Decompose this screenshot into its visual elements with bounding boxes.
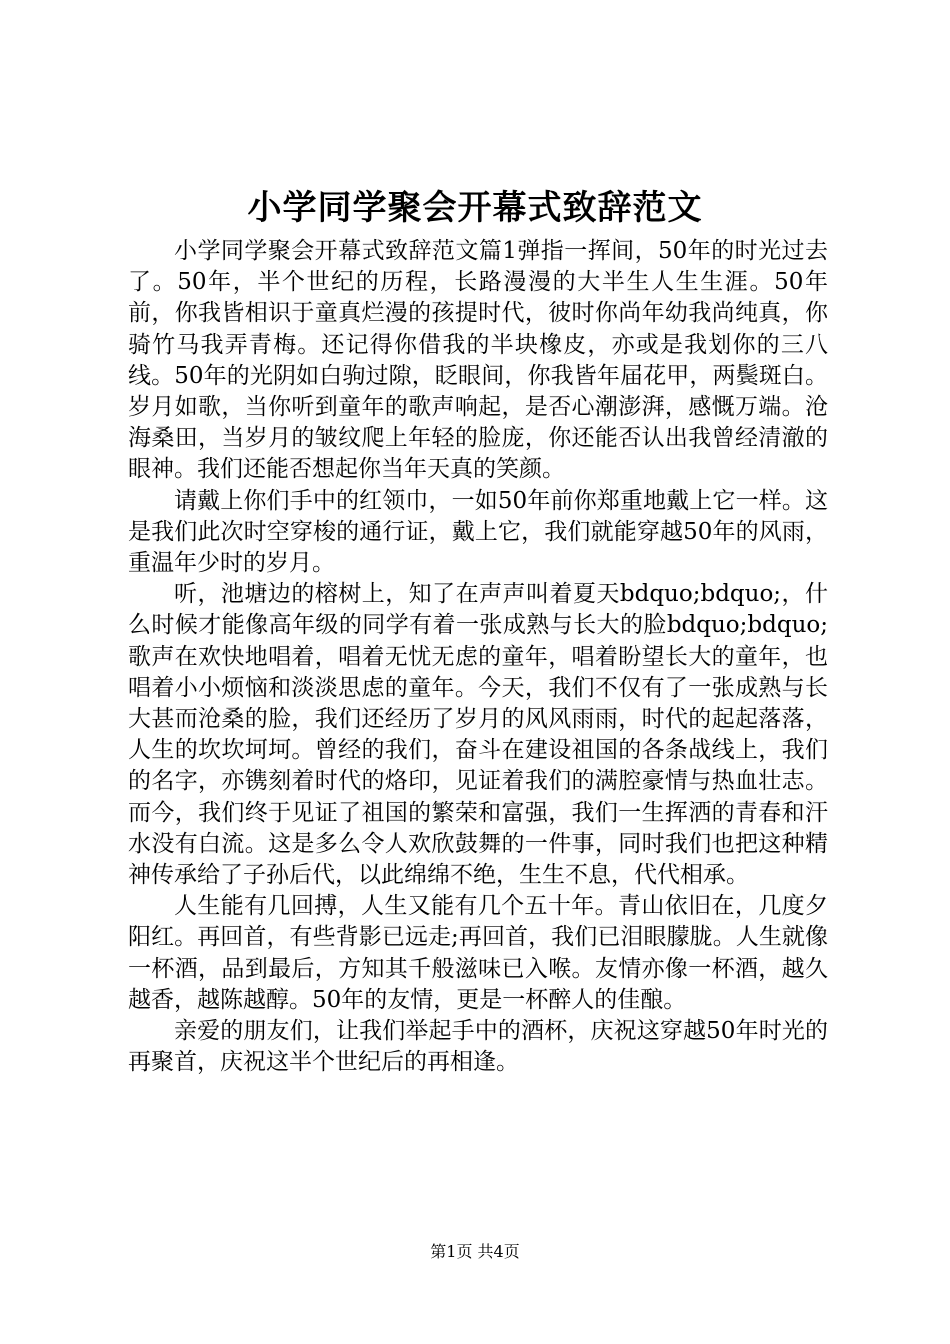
document-title: 小学同学聚会开幕式致辞范文 [247,188,703,228]
paragraph: 听，池塘边的榕树上，知了在声声叫着夏天bdquo;bdquo;，什么时候才能像高年级的同学有着一张成熟与长大的脸bdquo;bdquo;歌声在欢快地唱着，唱着无忧无虑的童年，唱着盼望长大的童年，也唱着小小烦恼和淡淡思虑的童年。今天，我们不仅有了一张成熟与长大甚而沧桑的脸，我们还经历了岁月的风风雨雨，时代的起起落落，人生的坎坎坷坷。曾经的我们，奋斗在建设祖国的各条战线上，我们的名字，亦镌刻着时代的烙印，见证着我们的满腔豪情与热血壮志。而今，我们终于见证了祖国的繁荣和富强，我们一生挥洒的青春和汗水没有白流。这是多么令人欢欣鼓舞的一件事，同时我们也把这种精神传承给了子孙后代，以此绵绵不绝，生生不息，代代相承。 [128,581,828,889]
document-body [128,236,828,1078]
page-footer: 第1页 共4页 [430,1242,520,1261]
paragraph: 请戴上你们手中的红领巾，一如50年前你郑重地戴上它一样。这是我们此次时空穿梭的通行证，戴上它，我们就能穿越50年的风雨，重温年少时的岁月。 [128,487,828,577]
paragraph: 人生能有几回搏，人生又能有几个五十年。青山依旧在，几度夕阳红。再回首，有些背影已远走;再回首，我们已泪眼朦胧。人生就像一杯酒，品到最后，方知其千般滋味已入喉。友情亦像一杯酒，越久越香，越陈越醇。50年的友情，更是一杯醉人的佳酿。 [128,893,828,1013]
paragraph: 小学同学聚会开幕式致辞范文篇1弹指一挥间，50年的时光过去了。50年，半个世纪的历程，长路漫漫的大半生人生生涯。50年前，你我皆相识于童真烂漫的孩提时代，彼时你尚年幼我尚纯真，你骑竹马我弄青梅。还记得你借我的半块橡皮，亦或是我划你的三八线。50年的光阴如白驹过隙，眨眼间，你我皆年届花甲，两鬓斑白。岁月如歌，当你听到童年的歌声响起，是否心潮澎湃，感慨万端。沧海桑田，当岁月的皱纹爬上年轻的脸庞，你还能否认出我曾经清澈的眼神。我们还能否想起你当年天真的笑颜。 [128,238,828,483]
paragraph: 亲爱的朋友们，让我们举起手中的酒杯，庆祝这穿越50年时光的再聚首，庆祝这半个世纪后的再相逢。 [128,1018,828,1076]
